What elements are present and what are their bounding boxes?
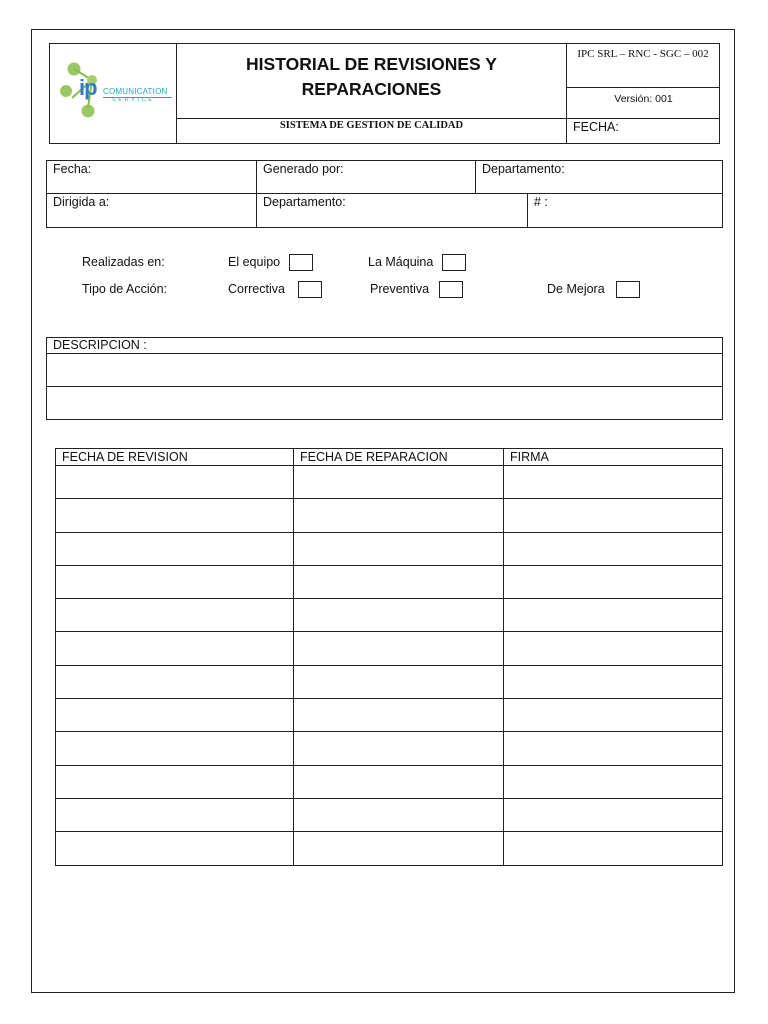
header-fecha-label: FECHA: xyxy=(573,120,619,134)
table-header-row xyxy=(56,449,723,466)
descripcion-label: DESCRIPCION : xyxy=(53,338,147,352)
table-row xyxy=(56,732,723,765)
cell-fecha-revision[interactable] xyxy=(56,798,294,831)
cell-fecha-revision[interactable] xyxy=(56,466,294,499)
cell-fecha-revision[interactable] xyxy=(56,732,294,765)
title-line-1: HISTORIAL DE REVISIONES Y xyxy=(246,54,497,74)
cell-fecha-revision[interactable] xyxy=(56,632,294,665)
table-row xyxy=(56,665,723,698)
table-row xyxy=(56,565,723,598)
cell-firma[interactable] xyxy=(504,532,723,565)
cell-fecha-reparacion[interactable] xyxy=(294,699,504,732)
subtitle-row-divider xyxy=(176,118,720,119)
table-row xyxy=(56,632,723,665)
logo-line2: SERVICE xyxy=(112,97,155,103)
col-header-fecha-revision: FECHA DE REVISION xyxy=(56,449,294,466)
document-version: Versión: 001 xyxy=(614,93,673,105)
descripcion-line-2[interactable] xyxy=(47,387,722,419)
descripcion-line-1[interactable] xyxy=(47,354,722,386)
info-col-divider-2 xyxy=(475,160,476,194)
departamento-field-1[interactable]: Departamento: xyxy=(482,162,565,176)
tipo-accion-label: Tipo de Acción: xyxy=(82,282,168,296)
table-row xyxy=(56,532,723,565)
table-row xyxy=(56,599,723,632)
col-header-fecha-reparacion: FECHA DE REPARACION xyxy=(294,449,504,466)
preventiva-checkbox[interactable] xyxy=(439,281,463,298)
cell-firma[interactable] xyxy=(504,632,723,665)
document-code: IPC SRL – RNC - SGC – 002 xyxy=(577,48,709,60)
departamento-field-2[interactable]: Departamento: xyxy=(263,195,346,209)
cell-fecha-reparacion[interactable] xyxy=(294,832,504,865)
correctiva-checkbox[interactable] xyxy=(298,281,322,298)
cell-fecha-reparacion[interactable] xyxy=(294,499,504,532)
quality-system-subtitle: SISTEMA DE GESTION DE CALIDAD xyxy=(279,120,464,131)
cell-firma[interactable] xyxy=(504,466,723,499)
cell-fecha-revision[interactable] xyxy=(56,499,294,532)
title-line-2: REPARACIONES xyxy=(301,79,442,99)
cell-fecha-revision[interactable] xyxy=(56,565,294,598)
correctiva-label: Correctiva xyxy=(228,282,285,296)
logo-mark: ip xyxy=(79,75,97,100)
numero-field[interactable]: # : xyxy=(534,195,548,209)
cell-fecha-revision[interactable] xyxy=(56,665,294,698)
revisions-table xyxy=(55,448,723,866)
company-logo xyxy=(52,58,174,124)
cell-fecha-reparacion[interactable] xyxy=(294,732,504,765)
info-col-divider-1 xyxy=(256,160,257,228)
version-row-divider xyxy=(566,87,720,88)
table-row xyxy=(56,798,723,831)
table-body xyxy=(56,466,723,866)
table-row xyxy=(56,699,723,732)
table-row xyxy=(56,765,723,798)
cell-fecha-revision[interactable] xyxy=(56,532,294,565)
cell-firma[interactable] xyxy=(504,699,723,732)
cell-fecha-reparacion[interactable] xyxy=(294,599,504,632)
cell-fecha-revision[interactable] xyxy=(56,832,294,865)
document-title xyxy=(177,52,566,102)
cell-fecha-reparacion[interactable] xyxy=(294,665,504,698)
el-equipo-label: El equipo xyxy=(228,255,281,269)
la-maquina-checkbox[interactable] xyxy=(442,254,466,271)
cell-firma[interactable] xyxy=(504,499,723,532)
la-maquina-label: La Máquina xyxy=(368,255,434,269)
cell-fecha-reparacion[interactable] xyxy=(294,632,504,665)
preventiva-label: Preventiva xyxy=(370,282,430,296)
info-col-divider-3 xyxy=(527,193,528,228)
table-row xyxy=(56,499,723,532)
cell-firma[interactable] xyxy=(504,565,723,598)
de-mejora-label: De Mejora xyxy=(547,282,605,296)
cell-firma[interactable] xyxy=(504,832,723,865)
el-equipo-checkbox[interactable] xyxy=(289,254,313,271)
cell-fecha-reparacion[interactable] xyxy=(294,798,504,831)
cell-fecha-revision[interactable] xyxy=(56,599,294,632)
cell-firma[interactable] xyxy=(504,765,723,798)
cell-firma[interactable] xyxy=(504,599,723,632)
cell-fecha-reparacion[interactable] xyxy=(294,565,504,598)
cell-fecha-reparacion[interactable] xyxy=(294,532,504,565)
col-header-firma: FIRMA xyxy=(504,449,723,466)
dirigida-a-field[interactable]: Dirigida a: xyxy=(53,195,110,209)
table-row xyxy=(56,466,723,499)
generado-por-field[interactable]: Generado por: xyxy=(263,162,344,176)
cell-fecha-revision[interactable] xyxy=(56,699,294,732)
info-block xyxy=(46,160,723,228)
de-mejora-checkbox[interactable] xyxy=(616,281,640,298)
logo-line1: COMUNICATION xyxy=(103,87,168,96)
cell-firma[interactable] xyxy=(504,732,723,765)
table-row xyxy=(56,832,723,865)
cell-firma[interactable] xyxy=(504,665,723,698)
cell-fecha-reparacion[interactable] xyxy=(294,765,504,798)
realizadas-en-label: Realizadas en: xyxy=(82,255,165,269)
fecha-field[interactable]: Fecha: xyxy=(53,162,92,176)
cell-firma[interactable] xyxy=(504,798,723,831)
cell-fecha-revision[interactable] xyxy=(56,765,294,798)
info-row-divider xyxy=(46,193,723,194)
cell-fecha-reparacion[interactable] xyxy=(294,466,504,499)
